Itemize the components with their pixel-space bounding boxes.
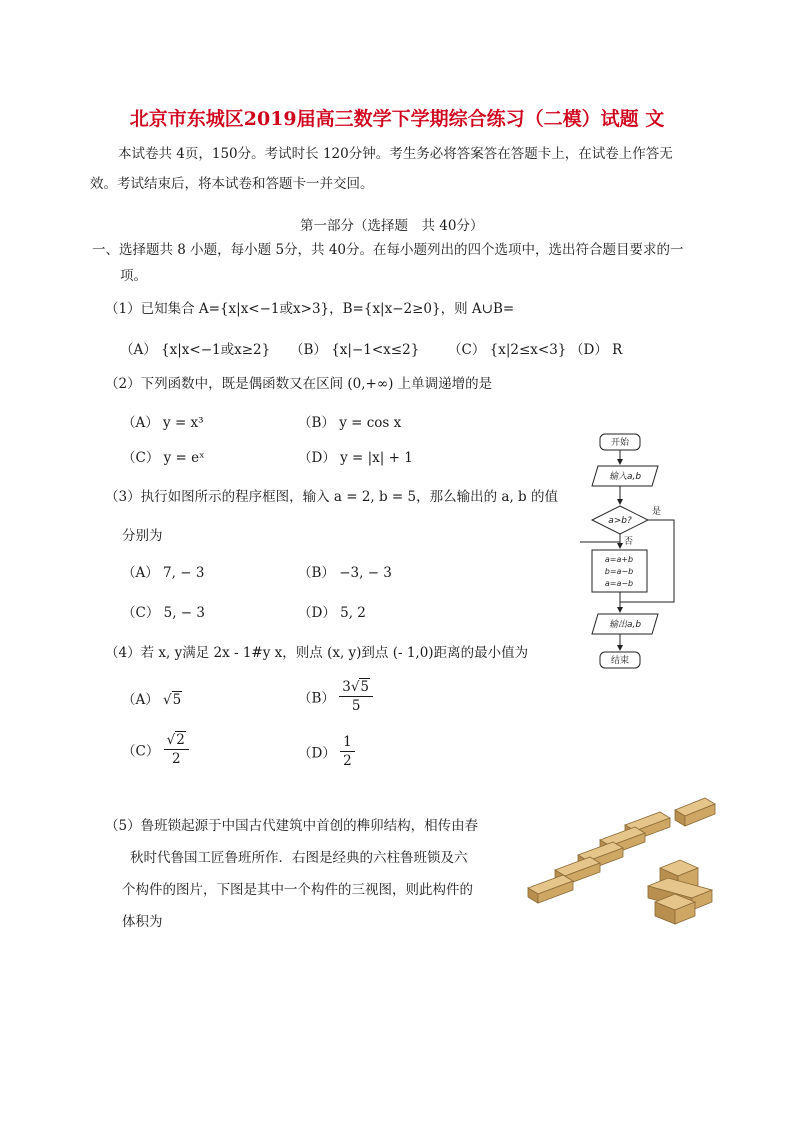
q4-option-a-label: （A） bbox=[122, 692, 159, 708]
section-instruction-1: 一、选择题共 8 小题，每小题 5分，共 40分。在每小题列出的四个选项中，选出符合题目要求的一 bbox=[92, 242, 684, 258]
q4-option-c-fraction bbox=[164, 731, 189, 768]
page-title: 北京市东城区2019届高三数学下学期综合练习（二模）试题 文 bbox=[129, 108, 665, 130]
q4-option-c-radicand: 2 bbox=[176, 732, 185, 748]
flowchart-end-label: 结束 bbox=[610, 656, 630, 666]
q1-option-d: （D） R bbox=[570, 342, 623, 358]
q2-option-a: （A） y = x³ bbox=[122, 415, 204, 431]
q2-stem: （2）下列函数中，既是偶函数又在区间 (0,+∞) 上单调递增的是 bbox=[105, 376, 493, 392]
q4-option-d-numerator: 1 bbox=[340, 733, 355, 752]
flowchart-step-2: b=a−b bbox=[604, 567, 634, 576]
flowchart bbox=[580, 430, 690, 670]
q5-line-2: 秋时代鲁国工匠鲁班所作．右图是经典的六柱鲁班锁及六 bbox=[130, 850, 468, 866]
flowchart-step-3: a=a−b bbox=[604, 579, 634, 588]
q1-option-c: （C） {x|2≤x<3} bbox=[448, 342, 567, 358]
flowchart-input-label: 输入a,b bbox=[608, 472, 642, 482]
q1-stem: （1）已知集合 A={x|x<−1或x>3}，B={x|x−2≥0}，则 A∪B= bbox=[105, 301, 515, 317]
q4-option-d-label: （D） bbox=[298, 745, 336, 762]
q4-option-a-radicand: 5 bbox=[172, 692, 182, 708]
q4-option-a bbox=[122, 688, 182, 708]
flowchart-no-label: 否 bbox=[624, 537, 634, 547]
intro-line-1: 本试卷共 4页，150分。考试时长 120分钟。考生务必将答案答在答题卡上，在试卷上作答无 bbox=[118, 146, 673, 162]
sqrt-symbol: √ bbox=[163, 692, 172, 708]
q1-option-b: （B） {x|−1<x≤2} bbox=[290, 342, 420, 358]
q3-stem: （3）执行如图所示的程序框图，输入 a = 2, b = 5，那么输出的 a, b 的值 bbox=[105, 489, 558, 505]
q4-option-b-fraction bbox=[339, 678, 373, 715]
q3-option-b: （B） −3, − 3 bbox=[298, 565, 392, 581]
q4-option-c bbox=[122, 731, 189, 768]
q4-option-c-denominator: 2 bbox=[171, 751, 181, 767]
flowchart-start-label: 开始 bbox=[610, 438, 630, 448]
q2-option-c: （C） y = eˣ bbox=[122, 450, 205, 466]
flowchart-step-1: a=a+b bbox=[604, 555, 634, 564]
sqrt-symbol: √ bbox=[350, 679, 360, 695]
q4-option-b-coef: 3 bbox=[342, 679, 351, 695]
q3-option-a: （A） 7, − 3 bbox=[122, 565, 205, 581]
intro-line-2: 效。考试结束后，将本试卷和答题卡一并交回。 bbox=[90, 176, 374, 192]
lock-piece-1 bbox=[675, 798, 715, 826]
sqrt-symbol: √ bbox=[166, 732, 176, 748]
q5-line-4: 体积为 bbox=[122, 914, 163, 930]
q4-option-b bbox=[298, 678, 373, 715]
q4-option-d-fraction bbox=[340, 733, 355, 770]
section-heading: 第一部分（选择题 共 40分） bbox=[300, 218, 484, 234]
q2-option-d: （D） y = |x| + 1 bbox=[298, 450, 413, 466]
q3-option-c: （C） 5, − 3 bbox=[122, 605, 205, 621]
q5-line-3: 个构件的图片，下图是其中一个构件的三视图，则此构件的 bbox=[122, 882, 473, 898]
flowchart-condition-label: a>b? bbox=[608, 516, 632, 526]
q5-line-1: （5）鲁班锁起源于中国古代建筑中首创的榫卯结构，相传由春 bbox=[105, 818, 479, 834]
q2-option-b: （B） y = cos x bbox=[298, 415, 402, 431]
q3-option-d: （D） 5, 2 bbox=[298, 605, 366, 621]
q1-option-a: （A） {x|x<−1或x≥2} bbox=[120, 342, 271, 358]
q4-option-c-label: （C） bbox=[122, 743, 160, 760]
q4-option-b-denominator: 5 bbox=[351, 698, 361, 714]
q4-option-d-denominator: 2 bbox=[343, 753, 352, 769]
q4-option-b-radicand: 5 bbox=[360, 679, 370, 695]
q4-option-d bbox=[298, 733, 355, 770]
flowchart-output-label: 输出a,b bbox=[608, 620, 642, 630]
section-instruction-2: 项。 bbox=[120, 268, 147, 284]
assembled-lock bbox=[648, 860, 712, 924]
q4-option-b-label: （B） bbox=[298, 690, 335, 707]
lock-piece-6 bbox=[528, 875, 573, 903]
q3-stem-continued: 分别为 bbox=[122, 528, 163, 544]
flowchart-yes-label: 是 bbox=[652, 507, 662, 517]
q4-stem: （4）若 x, y满足 2x - 1#y x，则点 (x, y)到点 (- 1,0)距离的最小值为 bbox=[105, 645, 529, 661]
luban-lock-image bbox=[520, 790, 720, 930]
